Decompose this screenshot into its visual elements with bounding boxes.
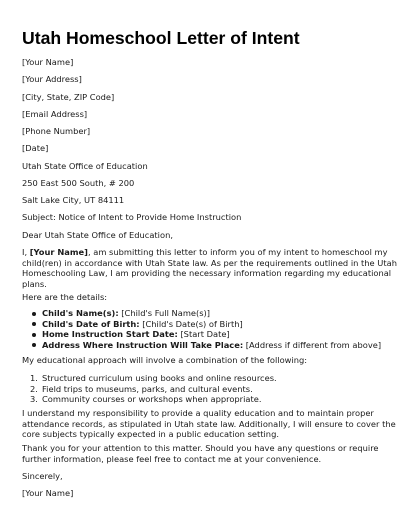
details-item-address: Address Where Instruction Will Take Place: [Address if different from above]	[22, 340, 381, 351]
intro-prefix: I,	[22, 247, 30, 257]
intro-name: [Your Name]	[29, 247, 88, 257]
approach-intro: My educational approach will involve a combination of the following:	[22, 355, 308, 365]
details-item-child-name: Child's Name(s): [Child's Full Name(s)]	[22, 308, 381, 319]
recipient-street: 250 East 500 South, # 200	[22, 178, 135, 188]
subject-line: Subject: Notice of Intent to Provide Home Instruction	[22, 212, 242, 222]
salutation: Dear Utah State Office of Education,	[22, 230, 173, 240]
sender-city-state-zip: [City, State, ZIP Code]	[22, 92, 115, 102]
responsibility-line-3: core subjects typically expected in a public education setting.	[22, 429, 279, 440]
details-list	[22, 308, 381, 350]
details-item-child-dob: Child's Date of Birth: [Child's Date(s) of Birth]	[22, 319, 381, 330]
responsibility-line-1: I understand my responsibility to provide a quality education and to maintain proper	[22, 408, 374, 418]
sender-name: [Your Name]	[22, 57, 74, 67]
intro-line-4: plans.	[22, 278, 47, 289]
intro-line-1	[22, 247, 394, 258]
intro-paragraph	[22, 247, 397, 289]
recipient-city: Salt Lake City, UT 84111	[22, 195, 125, 205]
responsibility-line-2: attendance records, as stipulated in Utah state law. Additionally, I will ensure to cover the	[22, 418, 396, 429]
signature-name: [Your Name]	[22, 488, 74, 498]
approach-item: 3. Community courses or workshops when appropriate.	[30, 394, 262, 405]
thanks-line-2: further information, please feel free to contact me at your convenience.	[22, 453, 322, 464]
thanks-paragraph	[22, 443, 394, 464]
intro-line-1-rest: , am submitting this letter to inform you of my intent to homeschool my	[87, 247, 388, 257]
sender-email: [Email Address]	[22, 109, 88, 119]
approach-item: 2. Field trips to museums, parks, and cultural events.	[30, 383, 253, 394]
thanks-line-1: Thank you for your attention to this matter. Should you have any questions or require	[22, 443, 379, 453]
intro-line-2: child(ren) in accordance with Utah State law. As per the requirements outlined in the Utah	[22, 257, 397, 268]
details-item-start-date: Home Instruction Start Date: [Start Date]	[22, 329, 381, 340]
closing: Sincerely,	[22, 471, 63, 481]
sender-phone: [Phone Number]	[22, 126, 91, 136]
responsibility-paragraph	[22, 408, 394, 440]
approach-list	[22, 373, 277, 405]
details-heading: Here are the details:	[22, 292, 108, 302]
intro-line-3: Homeschooling Law, I am providing the necessary information regarding my educational	[22, 268, 392, 279]
page-title: Utah Homeschool Letter of Intent	[22, 28, 300, 48]
approach-item: 1. Structured curriculum using books and online resources.	[30, 373, 277, 383]
sender-date: [Date]	[22, 143, 49, 153]
recipient-office: Utah State Office of Education	[22, 161, 148, 171]
sender-address: [Your Address]	[22, 74, 82, 84]
